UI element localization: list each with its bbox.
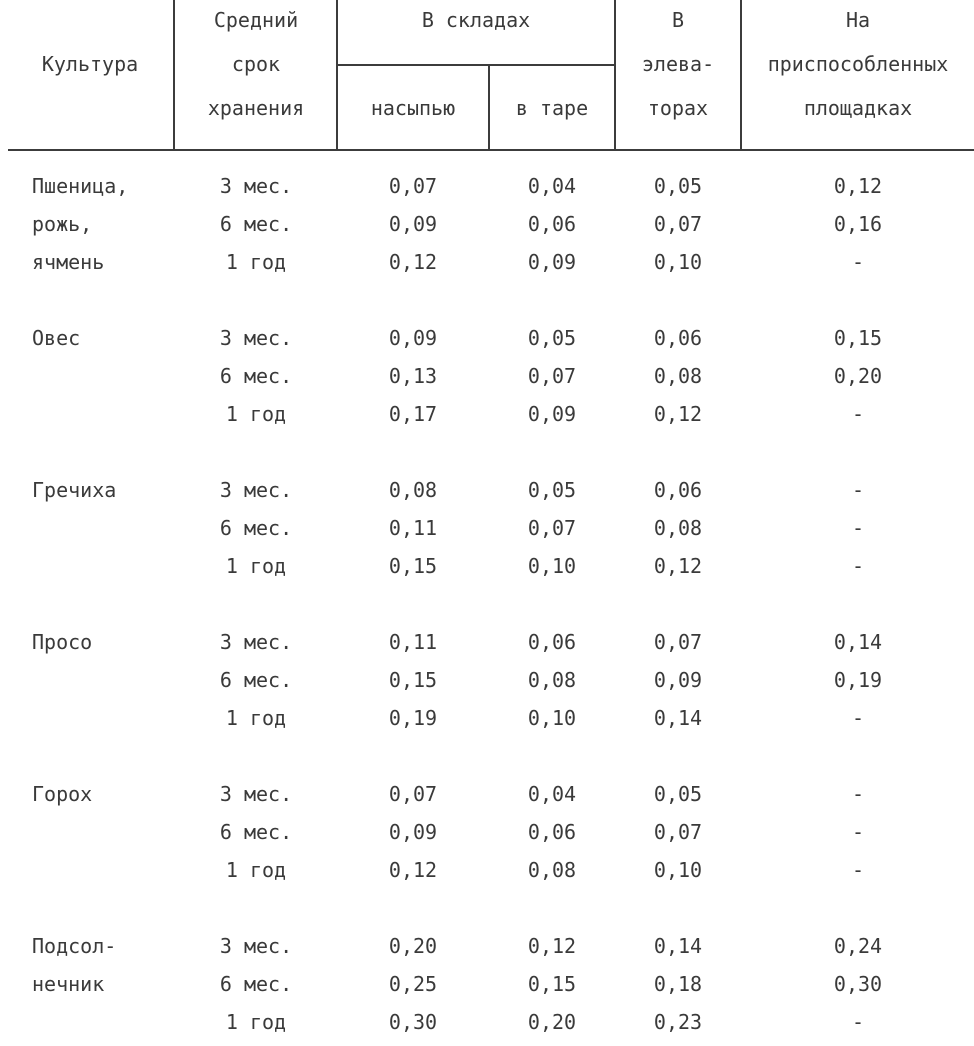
header-platforms-line: приспособленных xyxy=(767,52,949,76)
cell-culture: Гречиха xyxy=(32,478,117,502)
cell-bulk: 0,20 xyxy=(388,934,438,958)
cell-term: 6 мес. xyxy=(219,820,293,844)
column-divider xyxy=(740,0,742,150)
cell-bulk: 0,07 xyxy=(388,174,438,198)
cell-platform: 0,30 xyxy=(833,972,883,996)
cell-platform: - xyxy=(851,554,865,578)
cell-bulk: 0,25 xyxy=(388,972,438,996)
cell-term: 6 мес. xyxy=(219,364,293,388)
cell-culture: рожь, xyxy=(32,212,93,236)
column-divider xyxy=(173,0,175,150)
cell-bulk: 0,12 xyxy=(388,858,438,882)
cell-platform: 0,19 xyxy=(833,668,883,692)
cell-term: 6 мес. xyxy=(219,668,293,692)
cell-bulk: 0,15 xyxy=(388,668,438,692)
cell-term: 3 мес. xyxy=(219,478,293,502)
cell-elevator: 0,05 xyxy=(653,782,703,806)
header-platforms-line: На xyxy=(845,8,871,32)
cell-term: 1 год xyxy=(225,706,287,730)
cell-container: 0,12 xyxy=(527,934,577,958)
cell-bulk: 0,09 xyxy=(388,326,438,350)
cell-elevator: 0,07 xyxy=(653,820,703,844)
cell-bulk: 0,11 xyxy=(388,516,438,540)
cell-platform: 0,12 xyxy=(833,174,883,198)
header-warehouses: В складах xyxy=(421,8,531,32)
cell-container: 0,07 xyxy=(527,516,577,540)
header-elevator-line: В xyxy=(671,8,685,32)
cell-elevator: 0,05 xyxy=(653,174,703,198)
cell-container: 0,08 xyxy=(527,668,577,692)
cell-elevator: 0,14 xyxy=(653,706,703,730)
header-elevator-line: торах xyxy=(647,96,709,120)
warehouses-underline xyxy=(336,64,616,66)
cell-term: 3 мес. xyxy=(219,630,293,654)
cell-term: 3 мес. xyxy=(219,782,293,806)
cell-elevator: 0,06 xyxy=(653,478,703,502)
header-platforms-line: площадках xyxy=(803,96,913,120)
cell-platform: - xyxy=(851,402,865,426)
cell-elevator: 0,23 xyxy=(653,1010,703,1034)
cell-platform: - xyxy=(851,516,865,540)
cell-platform: 0,16 xyxy=(833,212,883,236)
cell-platform: - xyxy=(851,1010,865,1034)
cell-container: 0,10 xyxy=(527,554,577,578)
cell-container: 0,04 xyxy=(527,782,577,806)
cell-term: 3 мес. xyxy=(219,326,293,350)
cell-container: 0,05 xyxy=(527,326,577,350)
cell-platform: 0,24 xyxy=(833,934,883,958)
cell-culture: ячмень xyxy=(32,250,105,274)
header-term-line: хранения xyxy=(207,96,305,120)
cell-elevator: 0,06 xyxy=(653,326,703,350)
cell-bulk: 0,12 xyxy=(388,250,438,274)
cell-bulk: 0,13 xyxy=(388,364,438,388)
cell-term: 1 год xyxy=(225,1010,287,1034)
cell-platform: - xyxy=(851,782,865,806)
cell-elevator: 0,08 xyxy=(653,364,703,388)
cell-bulk: 0,19 xyxy=(388,706,438,730)
header-term-line: срок xyxy=(231,52,281,76)
cell-bulk: 0,17 xyxy=(388,402,438,426)
cell-elevator: 0,10 xyxy=(653,250,703,274)
cell-container: 0,06 xyxy=(527,820,577,844)
cell-platform: 0,14 xyxy=(833,630,883,654)
cell-culture: Подсол- xyxy=(32,934,117,958)
cell-container: 0,07 xyxy=(527,364,577,388)
header-container: в таре xyxy=(515,96,589,120)
cell-bulk: 0,30 xyxy=(388,1010,438,1034)
column-divider xyxy=(336,0,338,150)
cell-container: 0,04 xyxy=(527,174,577,198)
cell-elevator: 0,10 xyxy=(653,858,703,882)
column-divider xyxy=(614,0,616,150)
header-culture: Культура xyxy=(41,52,139,76)
cell-elevator: 0,08 xyxy=(653,516,703,540)
cell-container: 0,06 xyxy=(527,212,577,236)
cell-term: 1 год xyxy=(225,402,287,426)
cell-platform: - xyxy=(851,858,865,882)
cell-elevator: 0,09 xyxy=(653,668,703,692)
cell-elevator: 0,07 xyxy=(653,212,703,236)
cell-bulk: 0,11 xyxy=(388,630,438,654)
cell-bulk: 0,08 xyxy=(388,478,438,502)
cell-bulk: 0,09 xyxy=(388,212,438,236)
cell-container: 0,15 xyxy=(527,972,577,996)
cell-bulk: 0,07 xyxy=(388,782,438,806)
cell-elevator: 0,14 xyxy=(653,934,703,958)
cell-term: 3 мес. xyxy=(219,174,293,198)
cell-elevator: 0,18 xyxy=(653,972,703,996)
cell-elevator: 0,07 xyxy=(653,630,703,654)
cell-container: 0,06 xyxy=(527,630,577,654)
cell-culture: Пшеница, xyxy=(32,174,129,198)
cell-platform: - xyxy=(851,478,865,502)
cell-container: 0,09 xyxy=(527,250,577,274)
cell-bulk: 0,09 xyxy=(388,820,438,844)
cell-platform: - xyxy=(851,820,865,844)
cell-term: 6 мес. xyxy=(219,972,293,996)
cell-platform: - xyxy=(851,250,865,274)
cell-elevator: 0,12 xyxy=(653,402,703,426)
header-bottom-rule xyxy=(8,149,974,151)
cell-platform: 0,15 xyxy=(833,326,883,350)
cell-elevator: 0,12 xyxy=(653,554,703,578)
cell-container: 0,08 xyxy=(527,858,577,882)
cell-term: 6 мес. xyxy=(219,212,293,236)
cell-term: 1 год xyxy=(225,554,287,578)
header-elevator-line: элева- xyxy=(641,52,715,76)
cell-culture: Просо xyxy=(32,630,93,654)
cell-container: 0,20 xyxy=(527,1010,577,1034)
cell-bulk: 0,15 xyxy=(388,554,438,578)
cell-term: 1 год xyxy=(225,250,287,274)
cell-container: 0,05 xyxy=(527,478,577,502)
cell-term: 1 год xyxy=(225,858,287,882)
cell-container: 0,09 xyxy=(527,402,577,426)
cell-platform: - xyxy=(851,706,865,730)
cell-term: 3 мес. xyxy=(219,934,293,958)
header-term-line: Средний xyxy=(213,8,299,32)
cell-culture: нечник xyxy=(32,972,105,996)
cell-platform: 0,20 xyxy=(833,364,883,388)
cell-term: 6 мес. xyxy=(219,516,293,540)
header-bulk: насыпью xyxy=(370,96,456,120)
cell-culture: Горох xyxy=(32,782,93,806)
cell-container: 0,10 xyxy=(527,706,577,730)
column-divider xyxy=(488,64,490,150)
cell-culture: Овес xyxy=(32,326,81,350)
